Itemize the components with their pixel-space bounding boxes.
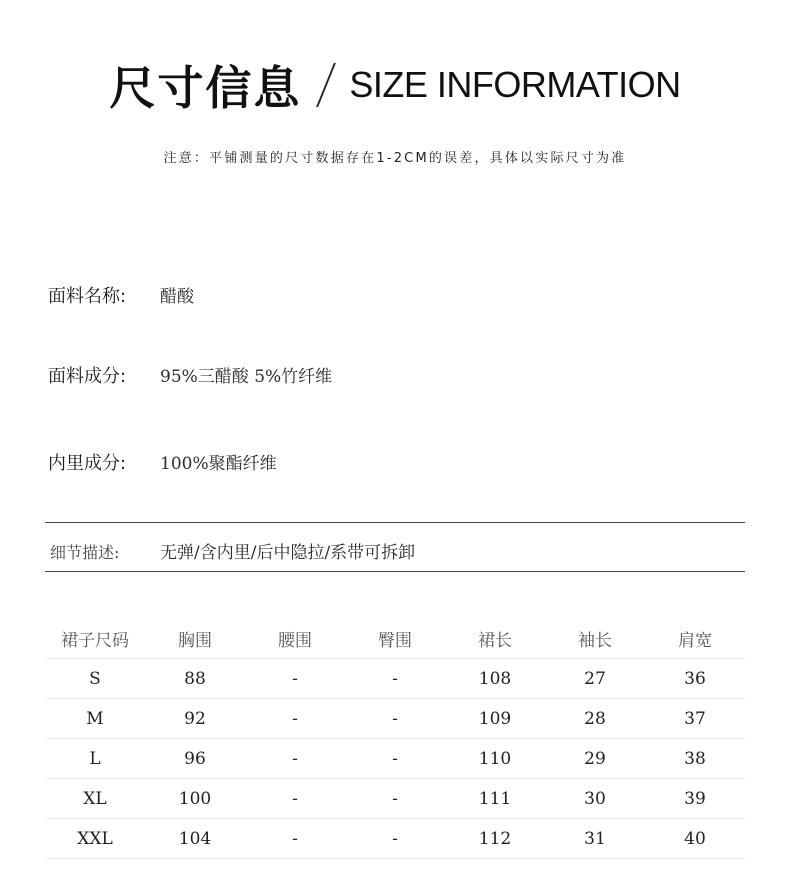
- cell-hip: -: [345, 699, 445, 739]
- fabric-name-value: 醋酸: [160, 287, 194, 307]
- cell-shoulder-width: 36: [645, 659, 745, 699]
- measurement-note: 注意：平铺测量的尺寸数据存在1-2CM的误差，具体以实际尺寸为准: [163, 151, 627, 166]
- cell-dress-length: 111: [445, 779, 545, 819]
- cell-sleeve-length: 30: [545, 779, 645, 819]
- fabric-name-label: 面料名称:: [48, 286, 127, 307]
- cell-bust: 96: [145, 739, 245, 779]
- header-shoulder-width: 肩宽: [678, 630, 712, 651]
- cell-size: M: [45, 699, 145, 739]
- cell-size: XL: [45, 779, 145, 819]
- table-row: [45, 699, 745, 739]
- table-row: [45, 819, 745, 859]
- cell-bust: 88: [145, 659, 245, 699]
- details-divider-top: [45, 522, 745, 523]
- table-row: [45, 739, 745, 779]
- header-bust: 胸围: [178, 630, 212, 651]
- cell-dress-length: 109: [445, 699, 545, 739]
- cell-shoulder-width: 39: [645, 779, 745, 819]
- page-header: [0, 52, 790, 118]
- lining-composition-value: 100%聚酯纤维: [160, 454, 277, 474]
- header-size: 裙子尺码: [61, 630, 129, 651]
- cell-hip: -: [345, 819, 445, 859]
- header-hip: 臀围: [378, 630, 412, 651]
- cell-waist: -: [245, 779, 345, 819]
- details-label: 细节描述:: [50, 543, 120, 562]
- fabric-composition-row: [48, 362, 332, 388]
- cell-shoulder-width: 38: [645, 739, 745, 779]
- fabric-composition-label: 面料成分:: [48, 366, 127, 387]
- table-row: [45, 659, 745, 699]
- cell-hip: -: [345, 659, 445, 699]
- page-title-chinese: 尺寸信息: [109, 61, 302, 115]
- lining-composition-row: [48, 449, 277, 475]
- fabric-composition-value: 95%三醋酸 5%竹纤维: [160, 367, 333, 387]
- cell-dress-length: 108: [445, 659, 545, 699]
- cell-size: L: [45, 739, 145, 779]
- cell-size: S: [45, 659, 145, 699]
- cell-sleeve-length: 27: [545, 659, 645, 699]
- header-sleeve-length: 袖长: [578, 630, 612, 651]
- cell-sleeve-length: 31: [545, 819, 645, 859]
- header-waist: 腰围: [278, 630, 312, 651]
- details-value: 无弹/含内里/后中隐拉/系带可拆卸: [160, 543, 416, 563]
- cell-shoulder-width: 37: [645, 699, 745, 739]
- page-title-english: SIZE INFORMATION: [349, 64, 681, 105]
- fabric-name-row: [48, 282, 194, 308]
- cell-hip: -: [345, 779, 445, 819]
- cell-sleeve-length: 28: [545, 699, 645, 739]
- cell-sleeve-length: 29: [545, 739, 645, 779]
- cell-size: XXL: [45, 819, 145, 859]
- details-divider-bottom: [45, 571, 745, 572]
- details-row: [50, 538, 415, 563]
- cell-shoulder-width: 40: [645, 819, 745, 859]
- size-table-header-row: [45, 618, 745, 659]
- cell-bust: 92: [145, 699, 245, 739]
- header-dress-length: 裙长: [478, 630, 512, 651]
- title-slash-divider: [316, 63, 336, 107]
- cell-waist: -: [245, 819, 345, 859]
- cell-waist: -: [245, 659, 345, 699]
- size-table: [45, 618, 745, 859]
- cell-dress-length: 110: [445, 739, 545, 779]
- cell-bust: 100: [145, 779, 245, 819]
- cell-waist: -: [245, 699, 345, 739]
- lining-composition-label: 内里成分:: [48, 453, 127, 474]
- cell-waist: -: [245, 739, 345, 779]
- table-row: [45, 779, 745, 819]
- cell-hip: -: [345, 739, 445, 779]
- cell-dress-length: 112: [445, 819, 545, 859]
- cell-bust: 104: [145, 819, 245, 859]
